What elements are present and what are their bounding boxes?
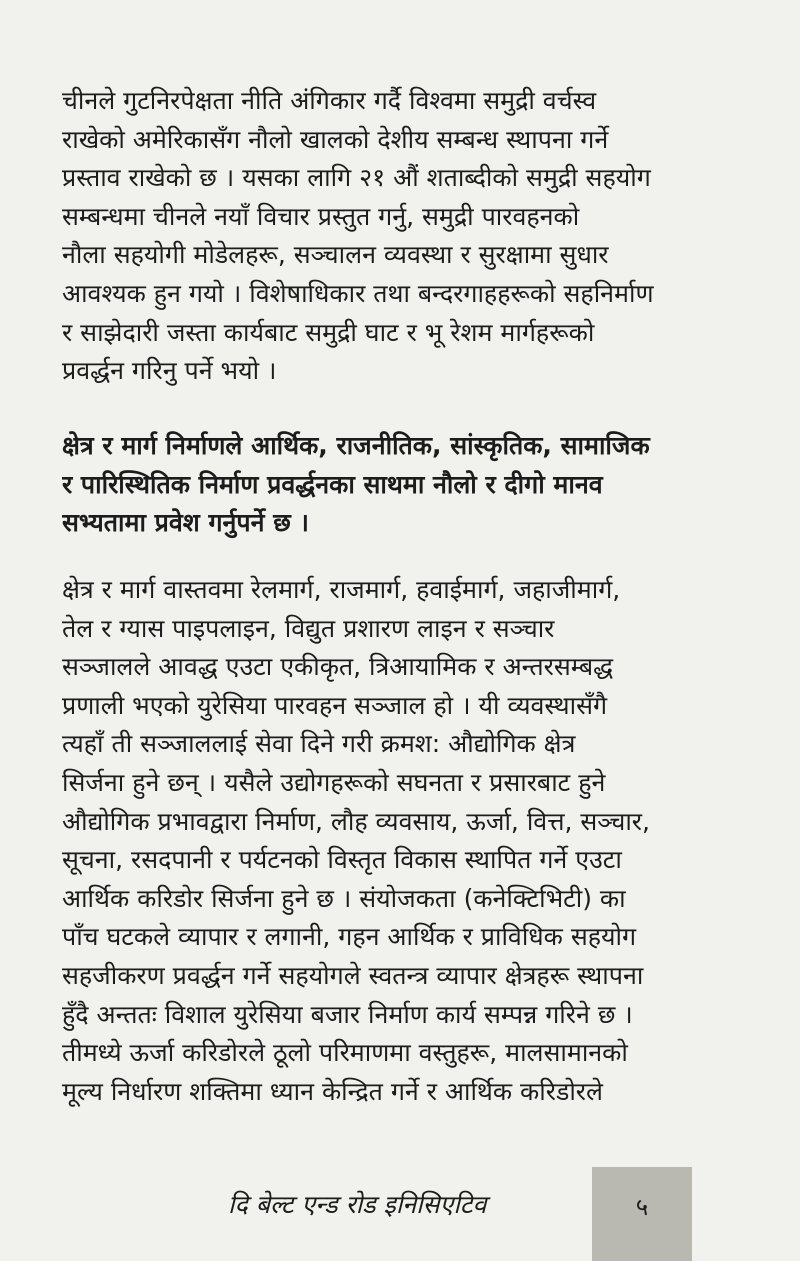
text-line: नौला सहयोगी मोडेलहरू, सञ्चालन व्यवस्था र सुरक्षामा सुधार: [62, 240, 609, 270]
text-line: चीनले गुटनिरपेक्षता नीति अंगिकार गर्दै विश्वमा समुद्री वर्चस्व: [62, 86, 597, 115]
text-line: तीमध्ये ऊर्जा करिडोरले ठूलो परिमाणमा वस्तुहरू, मालसामानको: [62, 1038, 628, 1068]
text-line: मूल्य निर्धारण शक्तिमा ध्यान केन्द्रित गर्ने र आर्थिक करिडोरले: [62, 1076, 603, 1106]
text-line: हुँदै अन्ततः विशाल युरेसिया बजार निर्माण कार्य सम्पन्न गरिने छ ।: [62, 999, 633, 1029]
text-line: सम्बन्धमा चीनले नयाँ विचार प्रस्तुत गर्नु, समुद्री पारवहनको: [62, 201, 580, 231]
text-line: सभ्यतामा प्रवेश गर्नुपर्ने छ ।: [62, 508, 309, 538]
text-line: त्यहाँ ती सञ्जाललाई सेवा दिने गरी क्रमश: औद्योगिक क्षेत्र: [62, 729, 576, 759]
text-line: पाँच घटकले व्यापार र लगानी, गहन आर्थिक र प्राविधिक सहयोग: [62, 922, 637, 952]
text-line: प्रणाली भएको युरेसिया पारवहन सञ्जाल हो । यी व्यवस्थासँगै: [62, 690, 608, 720]
text-line: सिर्जना हुने छन् । यसैले उद्योगहरूको सघनता र प्रसारबाट हुने: [62, 767, 606, 797]
text-line: सञ्जालले आवद्ध एउटा एकीकृत, त्रिआयामिक र अन्तरसम्बद्ध: [62, 652, 614, 682]
text-line: आवश्यक हुन गयो । विशेषाधिकार तथा बन्दरगाहहरूको सहनिर्माण: [62, 278, 654, 308]
text-line: क्षेत्र र मार्ग निर्माणले आर्थिक, राजनीतिक, सांस्कृतिक, सामाजिक: [62, 431, 650, 460]
text-line: राखेको अमेरिकासँग नौलो खालको देशीय सम्बन्ध स्थापना गर्ने: [62, 124, 609, 154]
text-line: सहजीकरण प्रवर्द्धन गर्ने सहयोगले स्वतन्त्र व्यापार क्षेत्रहरू स्थापना: [62, 960, 644, 990]
text-line: औद्योगिक प्रभावद्वारा निर्माण, लौह व्यवसाय, ऊर्जा, वित्त, सञ्चार,: [62, 806, 650, 836]
text-line: प्रस्ताव राखेको छ । यसका लागि २१ औं शताब्दीको समुद्री सहयोग: [62, 163, 651, 193]
page-number-box: [592, 1167, 692, 1261]
text-line: सूचना, रसदपानी र पर्यटनको विस्तृत विकास स्थापित गर्ने एउटा: [62, 845, 622, 875]
paragraph-3: [62, 571, 722, 1111]
text-line: तेल र ग्यास पाइपलाइन, विद्युत प्रशारण लाइन र सञ्चार: [62, 613, 555, 643]
highlight-paragraph: [62, 427, 722, 543]
text-line: क्षेत्र र मार्ग वास्तवमा रेलमार्ग, राजमार्ग, हवाईमार्ग, जहाजीमार्ग,: [62, 575, 621, 604]
text-line: प्रवर्द्धन गरिनु पर्ने भयो ।: [62, 356, 277, 386]
text-line: र साझेदारी जस्ता कार्यबाट समुद्री घाट र भू रेशम मार्गहरूको: [62, 317, 595, 347]
text-line: र पारिस्थितिक निर्माण प्रवर्द्धनका साथमा नौलो र दीगो मानव: [62, 469, 603, 499]
page-number: ५: [635, 1193, 649, 1221]
text-line: आर्थिक करिडोर सिर्जना हुने छ । संयोजकता (कनेक्टिभिटी) का: [62, 883, 626, 913]
running-footer-title: दि बेल्ट एन्ड रोड इनिसिएटिव: [228, 1190, 487, 1219]
paragraph-1: [62, 82, 722, 391]
